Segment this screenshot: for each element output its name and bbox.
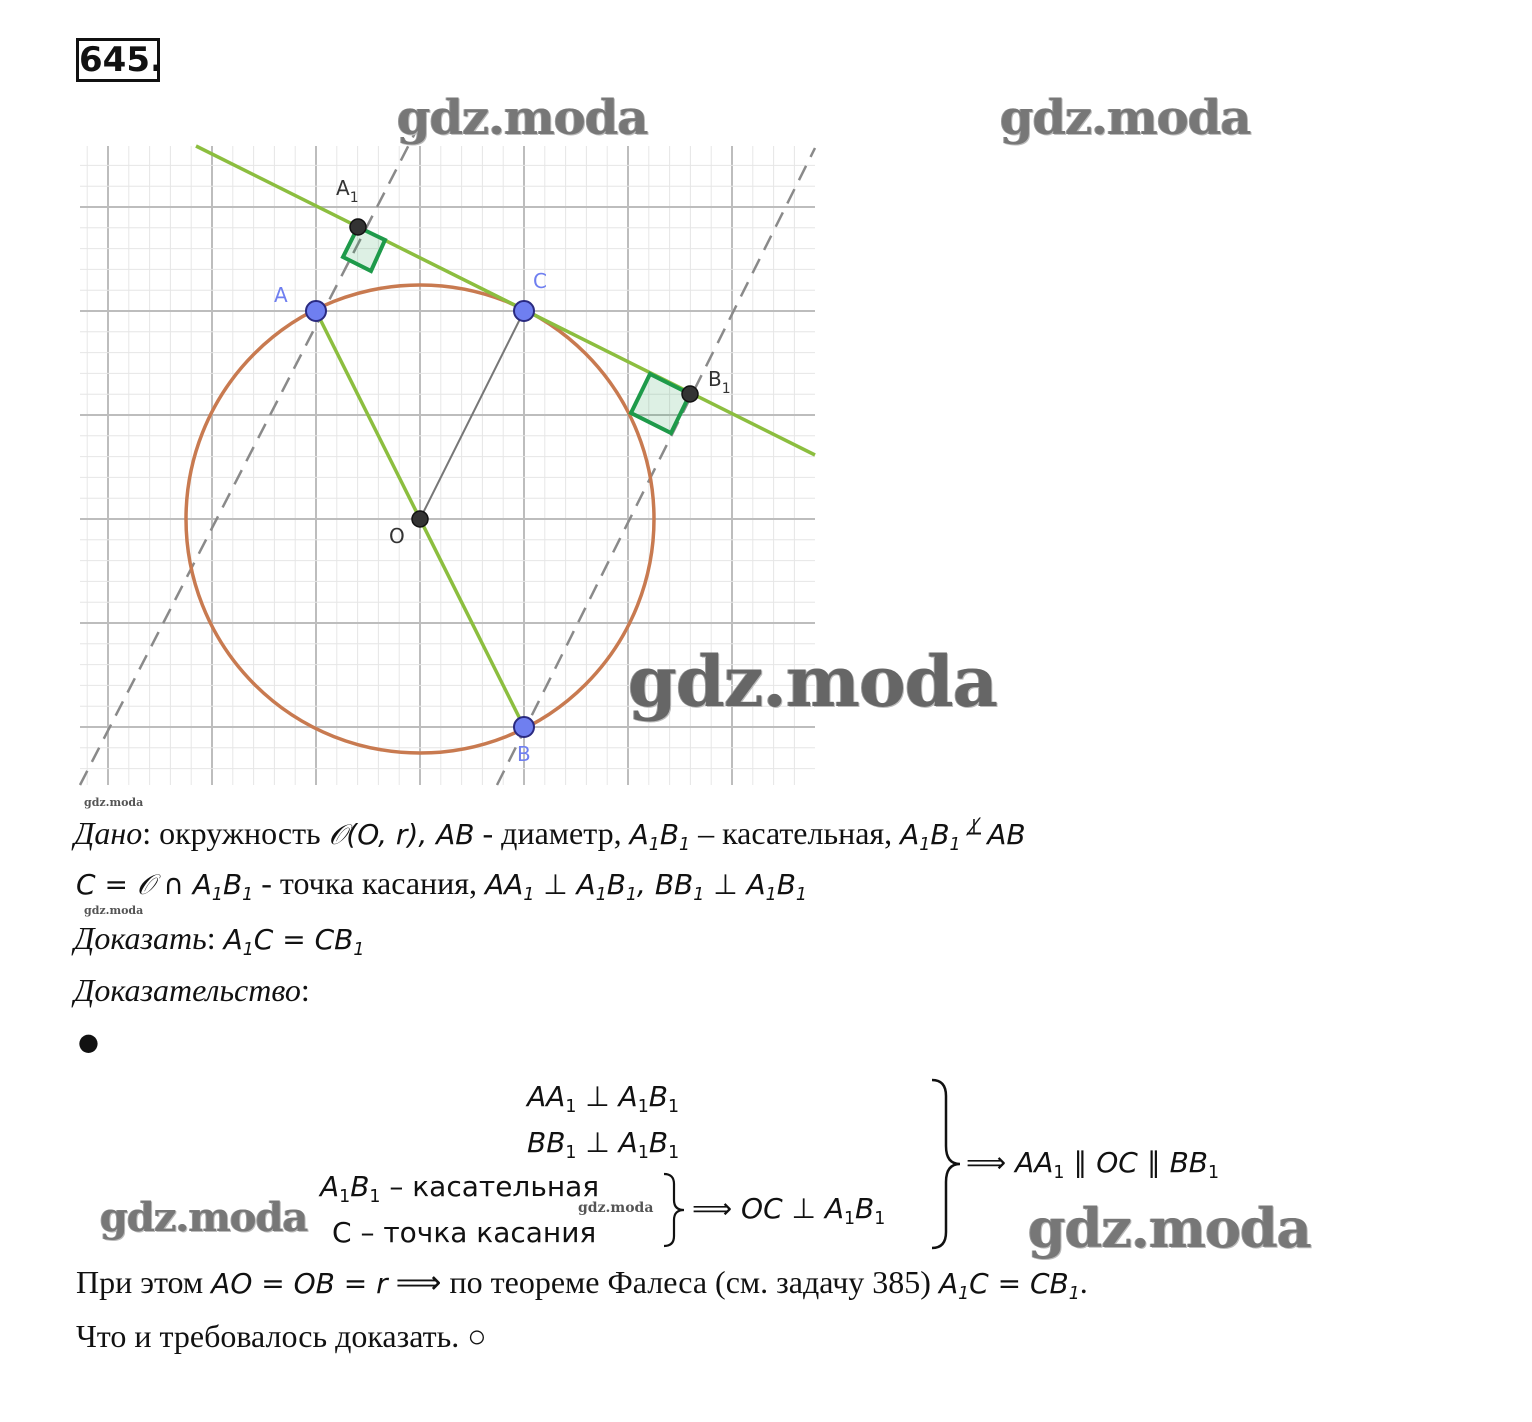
outer-brace xyxy=(926,1076,966,1252)
system-row-1: $AA_1$ ⊥ $A_1B_1$ xyxy=(527,1080,680,1118)
point-A xyxy=(306,301,326,321)
conclusion-line: При этом AO = OB = r ⟹ по теореме Фалеса (см. задачу 385) $A_1C = CB_1$. xyxy=(76,1264,1088,1305)
label-C: C xyxy=(533,269,547,293)
outer-result: ⟹ $AA_1$ ∥ OC ∥ $BB_1$ xyxy=(966,1146,1220,1184)
watermark: gdz.moda xyxy=(1028,1196,1311,1260)
inner-result: ⟹ OC ⊥ $A_1B_1$ xyxy=(692,1192,886,1230)
label-A: A xyxy=(274,283,288,307)
watermark: gdz.moda xyxy=(397,90,648,146)
label-B: B xyxy=(517,742,531,766)
problem-number: 645. xyxy=(76,38,160,82)
watermark-small: gdz.moda xyxy=(578,1200,654,1216)
point-B1 xyxy=(682,386,698,402)
tangent-line xyxy=(196,146,815,455)
given-label: Дано xyxy=(74,815,143,851)
given-line: Дано: окружность 𝒪(O, r), AB - диаметр, $A_1B_1$ – касательная, $A_1B_1^{⟂̸}$ AB xyxy=(74,815,1026,856)
system-row-4: С – точка касания xyxy=(332,1216,597,1249)
bullet: ● xyxy=(78,1028,99,1056)
inner-brace xyxy=(660,1170,690,1250)
label-A1: $A_1$ xyxy=(336,176,359,206)
watermark-small: gdz.moda xyxy=(84,904,144,917)
point-C xyxy=(514,301,534,321)
label-O: O xyxy=(389,524,405,548)
label-B1: $B_1$ xyxy=(708,367,731,397)
proof-heading: Доказательство: xyxy=(74,972,310,1008)
right-angle-B1 xyxy=(631,374,690,433)
system-row-2: $BB_1$ ⊥ $A_1B_1$ xyxy=(527,1126,680,1164)
watermark: gdz.moda xyxy=(628,640,998,723)
given-line-2: C = 𝒪 ∩ $A_1B_1$ - точка касания, $AA_1$ ⊥ $A_1B_1$, $BB_1$ ⊥ $A_1B_1$ xyxy=(76,865,807,906)
point-O xyxy=(412,511,428,527)
not-perpendicular-symbol: ⟂̸ xyxy=(966,815,982,840)
prove-line: Доказать: $A_1C = CB_1$ xyxy=(74,920,365,961)
watermark-small: gdz.moda xyxy=(84,796,144,809)
watermark: gdz.moda xyxy=(100,1194,308,1241)
watermark: gdz.moda xyxy=(1000,90,1251,146)
prove-label: Доказать xyxy=(74,920,207,956)
system-row-3: $A_1B_1$ – касательная xyxy=(320,1170,600,1208)
qed-line: Что и требовалось доказать. ○ xyxy=(76,1318,487,1354)
proof-label: Доказательство xyxy=(74,972,301,1008)
point-A1 xyxy=(350,219,366,235)
point-B xyxy=(514,717,534,737)
